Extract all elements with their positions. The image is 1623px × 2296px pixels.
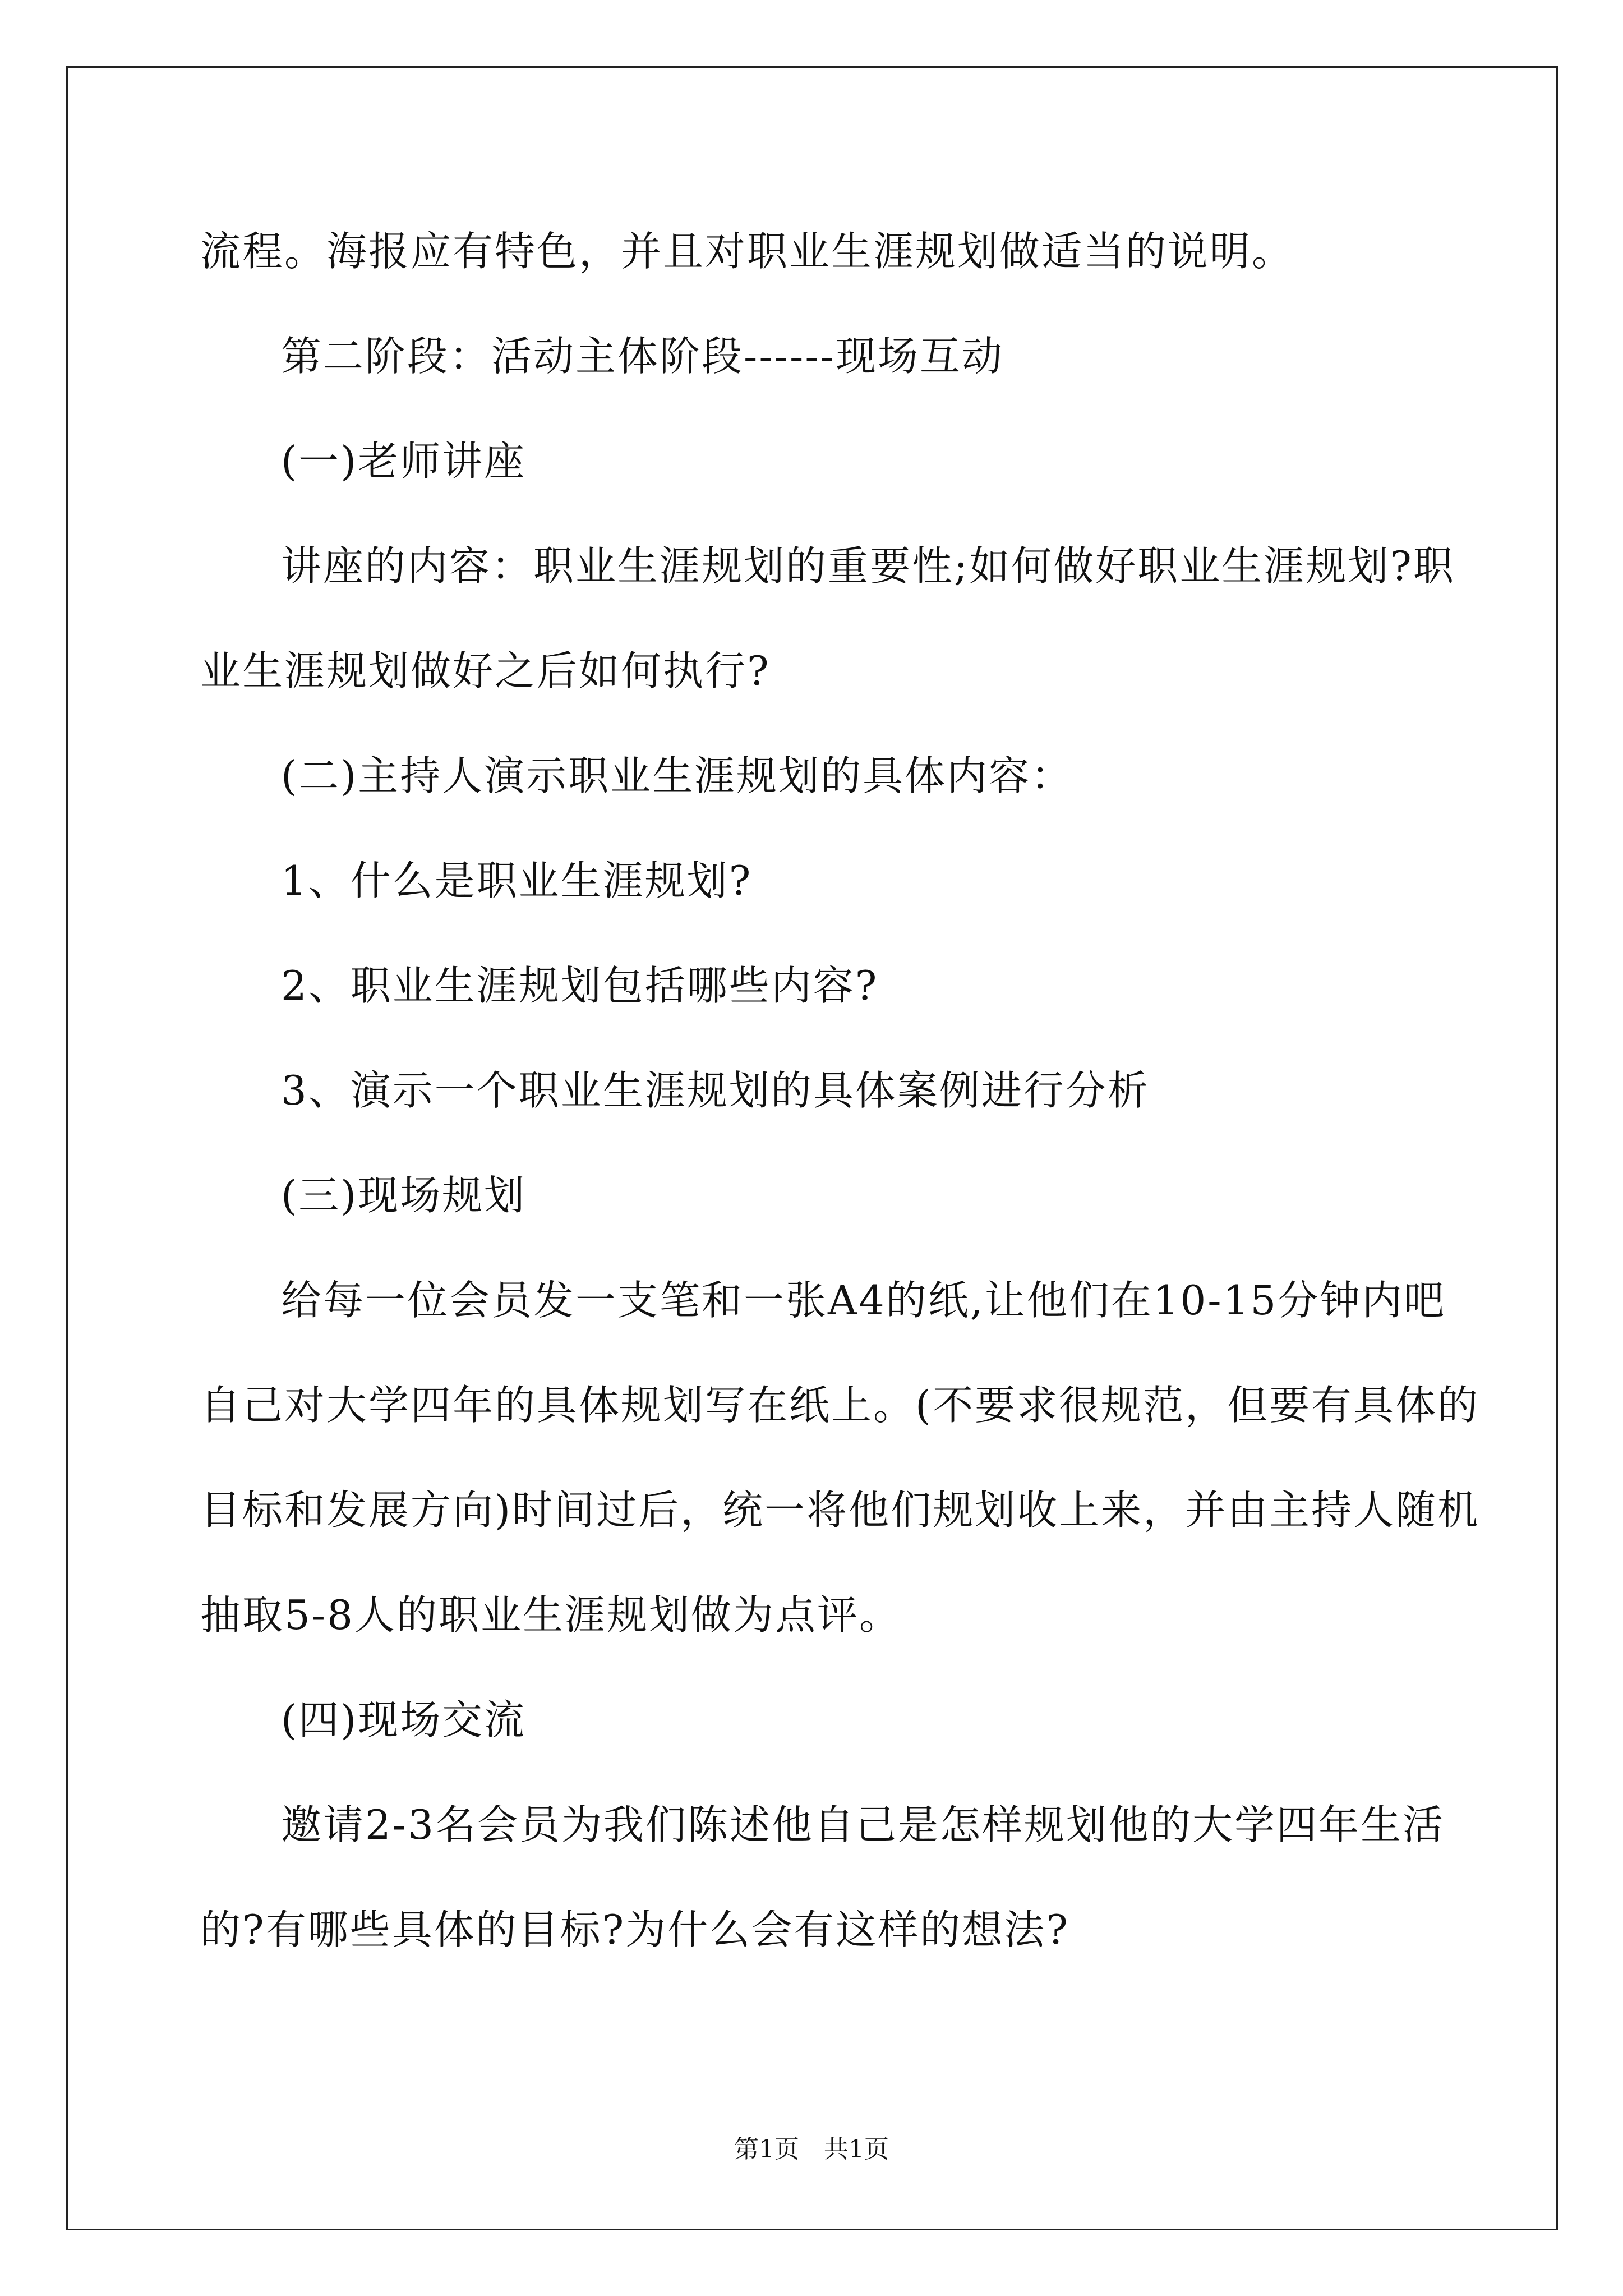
paragraph-line: 业生涯规划做好之后如何执行?	[200, 647, 771, 694]
paragraph-line: (一)老师讲座	[281, 438, 527, 485]
paragraph-line: 第二阶段：活动主体阶段------现场互动	[281, 333, 1004, 380]
page-number-footer: 第1页 共1页	[734, 2135, 889, 2164]
paragraph-line: 讲座的内容：职业生涯规划的重要性;如何做好职业生涯规划?职	[281, 542, 1455, 590]
paragraph-line: 目标和发展方向)时间过后，统一将他们规划收上来，并由主持人随机	[200, 1487, 1480, 1534]
paragraph-line: 邀请2-3名会员为我们陈述他自己是怎样规划他的大学四年生活	[281, 1801, 1445, 1848]
paragraph-line: (三)现场规划	[281, 1172, 527, 1219]
paragraph-line: 2、职业生涯规划包括哪些内容?	[281, 962, 879, 1009]
paragraph-line: 给每一位会员发一支笔和一张A4的纸,让他们在10-15分钟内吧	[281, 1277, 1446, 1324]
paragraph-line: 的?有哪些具体的目标?为什么会有这样的想法?	[200, 1906, 1069, 1953]
paragraph-line: 3、演示一个职业生涯规划的具体案例进行分析	[281, 1067, 1150, 1114]
paragraph-line: 1、什么是职业生涯规划?	[281, 857, 753, 904]
paragraph-line: (四)现场交流	[281, 1696, 527, 1743]
paragraph-line: 自己对大学四年的具体规划写在纸上。(不要求很规范，但要有具体的	[200, 1382, 1480, 1429]
paragraph-line: (二)主持人演示职业生涯规划的具体内容：	[281, 752, 1073, 799]
paragraph-line: 流程。海报应有特色，并且对职业生涯规划做适当的说明。	[200, 228, 1294, 275]
paragraph-line: 抽取5-8人的职业生涯规划做为点评。	[200, 1591, 901, 1639]
